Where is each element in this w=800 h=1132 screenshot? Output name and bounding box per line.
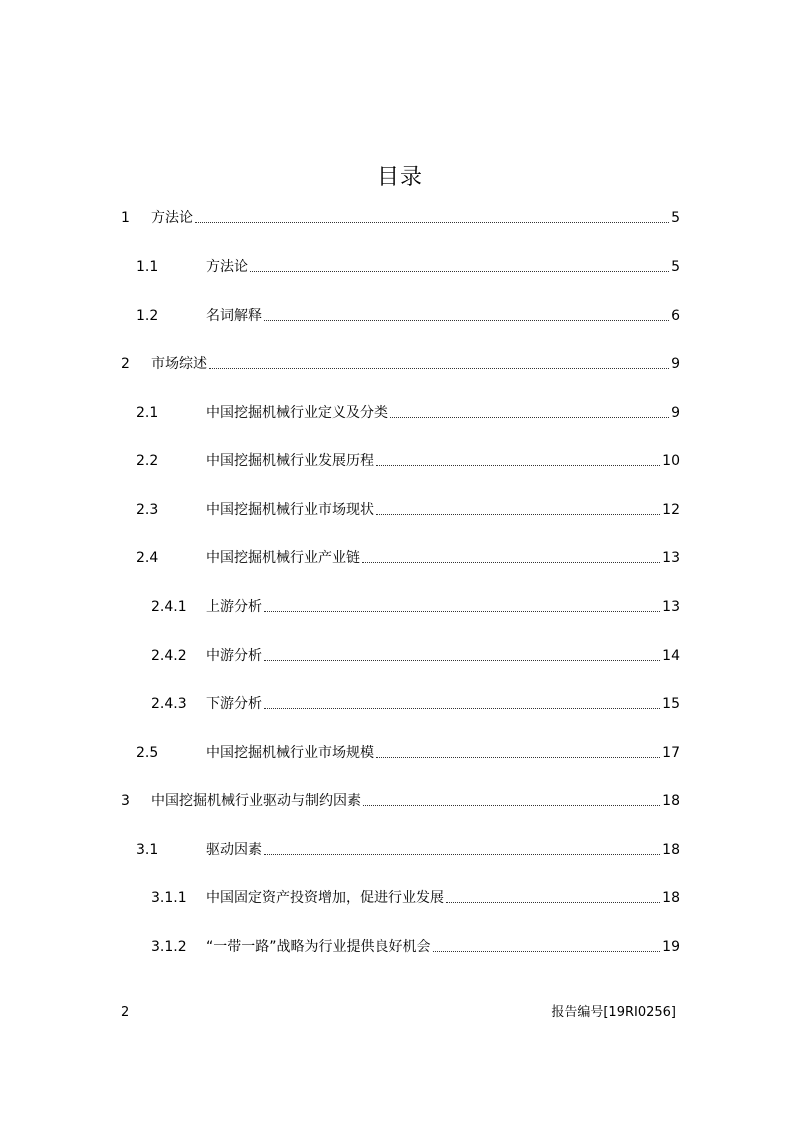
toc-leader xyxy=(376,465,660,466)
toc-title: 中国挖掘机械行业市场现状 xyxy=(206,502,374,518)
toc-page: 6 xyxy=(671,308,680,324)
toc-page: 19 xyxy=(662,939,680,955)
toc-page: 17 xyxy=(662,745,680,761)
toc-title: 上游分析 xyxy=(206,599,262,615)
toc-leader xyxy=(376,757,660,758)
toc-row-3-1-1[interactable] xyxy=(121,887,680,909)
toc-leader xyxy=(264,611,660,612)
toc-leader xyxy=(250,271,669,272)
toc-title: 下游分析 xyxy=(206,696,262,712)
toc-number: 2.5 xyxy=(136,745,159,761)
toc-row-2-4-3[interactable] xyxy=(121,693,680,715)
toc-leader xyxy=(264,854,660,855)
toc-row-2-4[interactable] xyxy=(121,547,680,569)
toc-title: 中国挖掘机械行业定义及分类 xyxy=(206,405,388,421)
toc-title: 驱动因素 xyxy=(206,842,262,858)
toc-number: 3.1.2 xyxy=(151,939,187,955)
toc-row-2-4-2[interactable] xyxy=(121,645,680,667)
toc-row-2[interactable] xyxy=(121,353,680,375)
toc-number: 3 xyxy=(121,793,130,809)
toc-page: 18 xyxy=(662,793,680,809)
toc-page: 9 xyxy=(671,356,680,372)
toc-leader xyxy=(363,805,660,806)
toc-page: 12 xyxy=(662,502,680,518)
toc-number: 2.4.1 xyxy=(151,599,187,615)
toc-leader xyxy=(195,222,669,223)
toc-number: 2.4.3 xyxy=(151,696,187,712)
toc-row-2-4-1[interactable] xyxy=(121,596,680,618)
toc-number: 3.1.1 xyxy=(151,890,187,906)
toc-leader xyxy=(362,562,660,563)
toc-number: 2.2 xyxy=(136,453,159,469)
toc-row-2-3[interactable] xyxy=(121,499,680,521)
toc-leader xyxy=(390,417,669,418)
toc-leader xyxy=(264,660,660,661)
toc-row-3-1[interactable] xyxy=(121,839,680,861)
toc-number: 2.3 xyxy=(136,502,159,518)
toc-row-1-2[interactable] xyxy=(121,305,680,327)
toc-row-1-1[interactable] xyxy=(121,256,680,278)
footer-report-id: 报告编号[19RI0256] xyxy=(551,1005,676,1020)
toc-row-2-2[interactable] xyxy=(121,450,680,472)
toc-number: 2.4 xyxy=(136,550,159,566)
toc-row-2-5[interactable] xyxy=(121,742,680,764)
toc-page: 14 xyxy=(662,648,680,664)
footer-page-number: 2 xyxy=(121,1005,130,1020)
toc-page: 18 xyxy=(662,842,680,858)
toc-number: 3.1 xyxy=(136,842,159,858)
toc-title: 方法论 xyxy=(151,210,193,226)
toc-page: 13 xyxy=(662,550,680,566)
toc-page: 15 xyxy=(662,696,680,712)
toc-number: 2.4.2 xyxy=(151,648,187,664)
page-title: 目录 xyxy=(376,165,423,190)
toc-title: 方法论 xyxy=(206,259,248,275)
toc-row-3-1-2[interactable] xyxy=(121,936,680,958)
toc-page: 5 xyxy=(671,210,680,226)
toc-leader xyxy=(264,708,660,709)
toc-leader xyxy=(376,514,660,515)
toc-number: 2.1 xyxy=(136,405,159,421)
toc-title: 中国挖掘机械行业驱动与制约因素 xyxy=(151,793,361,809)
toc-row-3[interactable] xyxy=(121,790,680,812)
toc-leader xyxy=(433,951,661,952)
toc-title: “一带一路”战略为行业提供良好机会 xyxy=(206,939,431,955)
toc-title: 中游分析 xyxy=(206,648,262,664)
page-footer xyxy=(121,1002,676,1024)
toc-title: 名词解释 xyxy=(206,308,262,324)
toc-leader xyxy=(209,368,669,369)
toc-row-1[interactable] xyxy=(121,207,680,229)
toc-title: 中国挖掘机械行业发展历程 xyxy=(206,453,374,469)
toc-title: 中国挖掘机械行业市场规模 xyxy=(206,745,374,761)
toc-page: 10 xyxy=(662,453,680,469)
toc-title: 中国固定资产投资增加，促进行业发展 xyxy=(206,890,444,906)
toc-title: 中国挖掘机械行业产业链 xyxy=(206,550,360,566)
toc-number: 1.2 xyxy=(136,308,159,324)
toc-number: 1.1 xyxy=(136,259,159,275)
toc-page: 5 xyxy=(671,259,680,275)
toc-leader xyxy=(264,320,669,321)
toc-row-2-1[interactable] xyxy=(121,402,680,424)
toc-page: 18 xyxy=(662,890,680,906)
toc-page: 9 xyxy=(671,405,680,421)
toc-title: 市场综述 xyxy=(151,356,207,372)
toc-page: 13 xyxy=(662,599,680,615)
toc-leader xyxy=(446,902,660,903)
toc-number: 1 xyxy=(121,210,130,226)
toc-number: 2 xyxy=(121,356,130,372)
